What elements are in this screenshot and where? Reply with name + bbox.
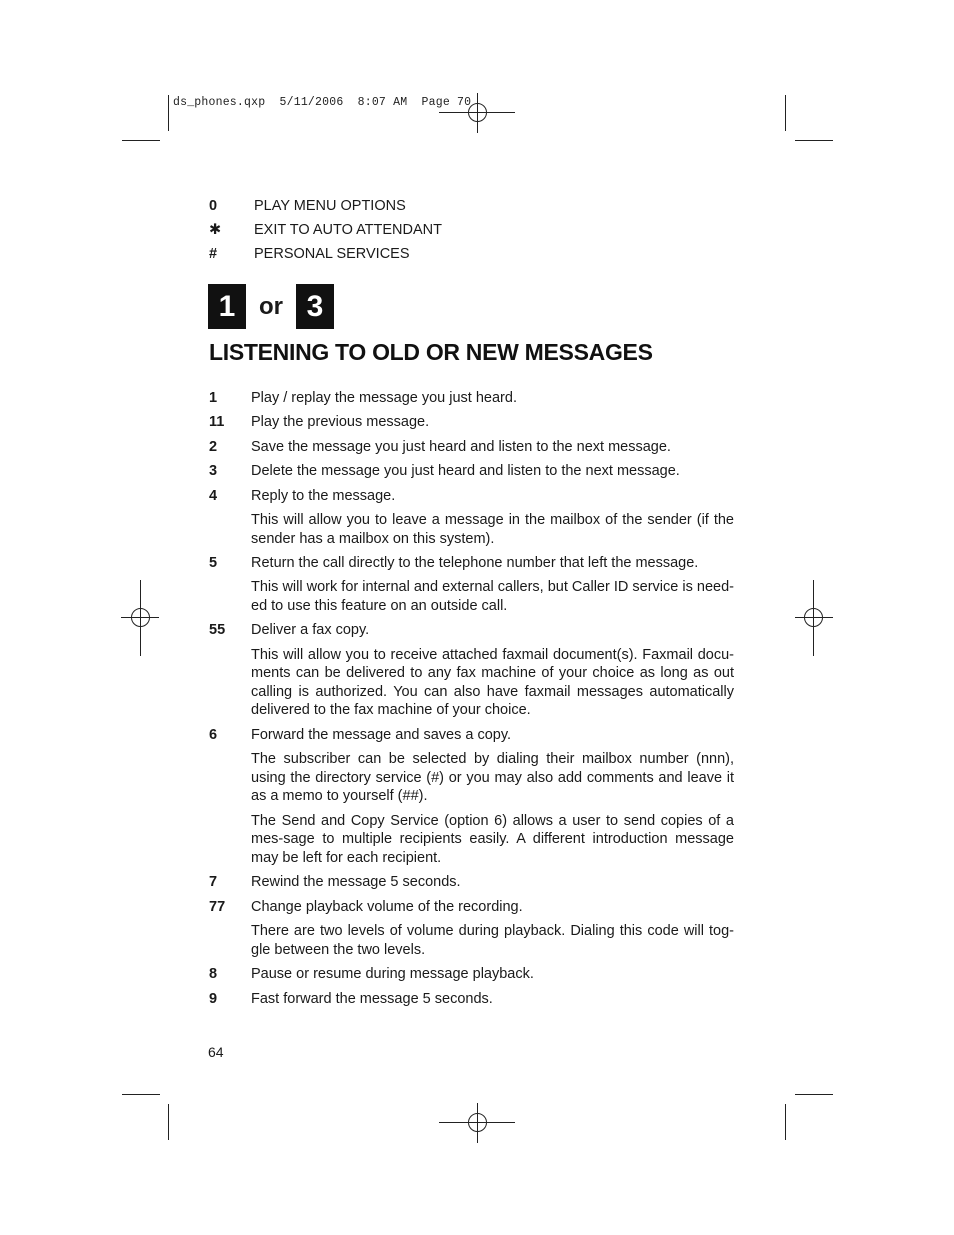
option-body [251, 621, 734, 726]
option-description: Delete the message you just heard and listen to the next message. [251, 463, 680, 480]
option-description: Save the message you just heard and listen to the next message. [251, 438, 671, 455]
page-number: 64 [208, 1044, 224, 1060]
option-key: 4 [209, 487, 218, 504]
option-body [251, 462, 734, 486]
option-body [251, 487, 734, 554]
or-connector: or [259, 292, 283, 320]
menu-options-list [209, 194, 442, 266]
menu-option-label: PLAY MENU OPTIONS [254, 198, 406, 214]
option-note: This will work for internal and external callers, but Caller ID service is need-ed to use this feature on an outside call. [251, 579, 734, 614]
crop-mark [168, 95, 169, 131]
option-key: 1 [209, 390, 218, 406]
menu-option-row [209, 218, 442, 242]
crop-mark [785, 1104, 786, 1140]
option-description: Change playback volume of the recording. [251, 898, 523, 915]
option-description: Forward the message and saves a copy. [251, 726, 512, 743]
option-body [251, 965, 734, 989]
option-key: 5 [209, 554, 218, 571]
option-key: 6 [209, 726, 218, 743]
crop-mark [795, 140, 833, 141]
section-heading: LISTENING TO OLD OR NEW MESSAGES [209, 339, 653, 365]
option-entry [209, 965, 734, 989]
crop-mark [122, 140, 160, 141]
crop-mark [785, 95, 786, 131]
menu-option-label: PERSONAL SERVICES [254, 246, 410, 262]
option-entry [209, 462, 734, 486]
option-body [251, 726, 734, 874]
option-entry [209, 487, 734, 554]
option-note: This will allow you to receive attached faxmail document(s). Faxmail docu-ments can be delivered to any fax machine of your choice as long as out calling is authorized. You can also have faxmail messages automatically delivered to the fax machine of your choice. [251, 646, 734, 719]
menu-option-key: 0 [209, 198, 218, 214]
menu-option-key: # [209, 246, 218, 262]
option-body [251, 898, 734, 965]
option-note: The Send and Copy Service (option 6) allows a user to send copies of a mes-sage to multiple recipients easily. A different introduction message may be left for each recipient. [251, 812, 734, 867]
menu-option-row [209, 194, 442, 218]
menu-option-key: ✱ [209, 222, 222, 238]
registration-mark-icon [121, 580, 159, 656]
option-entry [209, 898, 734, 965]
option-entry [209, 990, 734, 1014]
option-key: 77 [209, 898, 226, 915]
option-entry [209, 726, 734, 874]
option-body [251, 413, 734, 437]
option-key: 11 [209, 414, 225, 431]
option-body [251, 389, 734, 413]
crop-mark [122, 1094, 160, 1095]
option-note: The subscriber can be selected by dialing their mailbox number (nnn), using the directory service (#) or you may also add comments and leave it as a memo to yourself (##). [251, 751, 734, 805]
key-box-second: 3 [296, 284, 334, 329]
option-entry [209, 389, 734, 413]
option-key: 9 [209, 990, 218, 1007]
option-description: Deliver a fax copy. [251, 622, 370, 639]
registration-mark-icon [439, 1103, 515, 1143]
option-key: 7 [209, 874, 218, 891]
menu-option-label: EXIT TO AUTO ATTENDANT [254, 222, 443, 238]
option-body [251, 873, 734, 897]
option-description: Return the call directly to the telephone number that left the message. [251, 554, 699, 571]
option-note: There are two levels of volume during playback. Dialing this code will tog-gle between the two levels. [251, 923, 734, 958]
option-description: Fast forward the message 5 seconds. [251, 990, 493, 1007]
registration-mark-icon [439, 93, 515, 133]
option-key: 3 [209, 463, 218, 480]
crop-mark [795, 1094, 833, 1095]
option-list [209, 389, 734, 1014]
option-entry [209, 438, 734, 462]
option-entry [209, 413, 734, 437]
option-body [251, 438, 734, 462]
option-key: 8 [209, 966, 218, 983]
option-entry [209, 554, 734, 621]
print-slug: ds_phones.qxp 5/11/2006 8:07 AM Page 70 [173, 96, 472, 109]
registration-mark-icon [795, 580, 833, 656]
option-description: Reply to the message. [251, 487, 396, 504]
option-body [251, 990, 734, 1014]
menu-option-row [209, 242, 442, 266]
option-entry [209, 621, 734, 726]
option-description: Play / replay the message you just heard. [251, 390, 517, 406]
option-key: 2 [209, 438, 218, 455]
key-box-first: 1 [208, 284, 246, 329]
option-body [251, 554, 734, 621]
option-entry [209, 873, 734, 897]
option-description: Pause or resume during message playback. [251, 966, 534, 983]
option-key: 55 [209, 622, 226, 639]
option-description: Rewind the message 5 seconds. [251, 874, 461, 891]
key-selector [208, 284, 334, 329]
option-note: This will allow you to leave a message in the mailbox of the sender (if the sender has a mailbox on this system). [251, 511, 734, 547]
option-description: Play the previous message. [251, 414, 430, 431]
crop-mark [168, 1104, 169, 1140]
